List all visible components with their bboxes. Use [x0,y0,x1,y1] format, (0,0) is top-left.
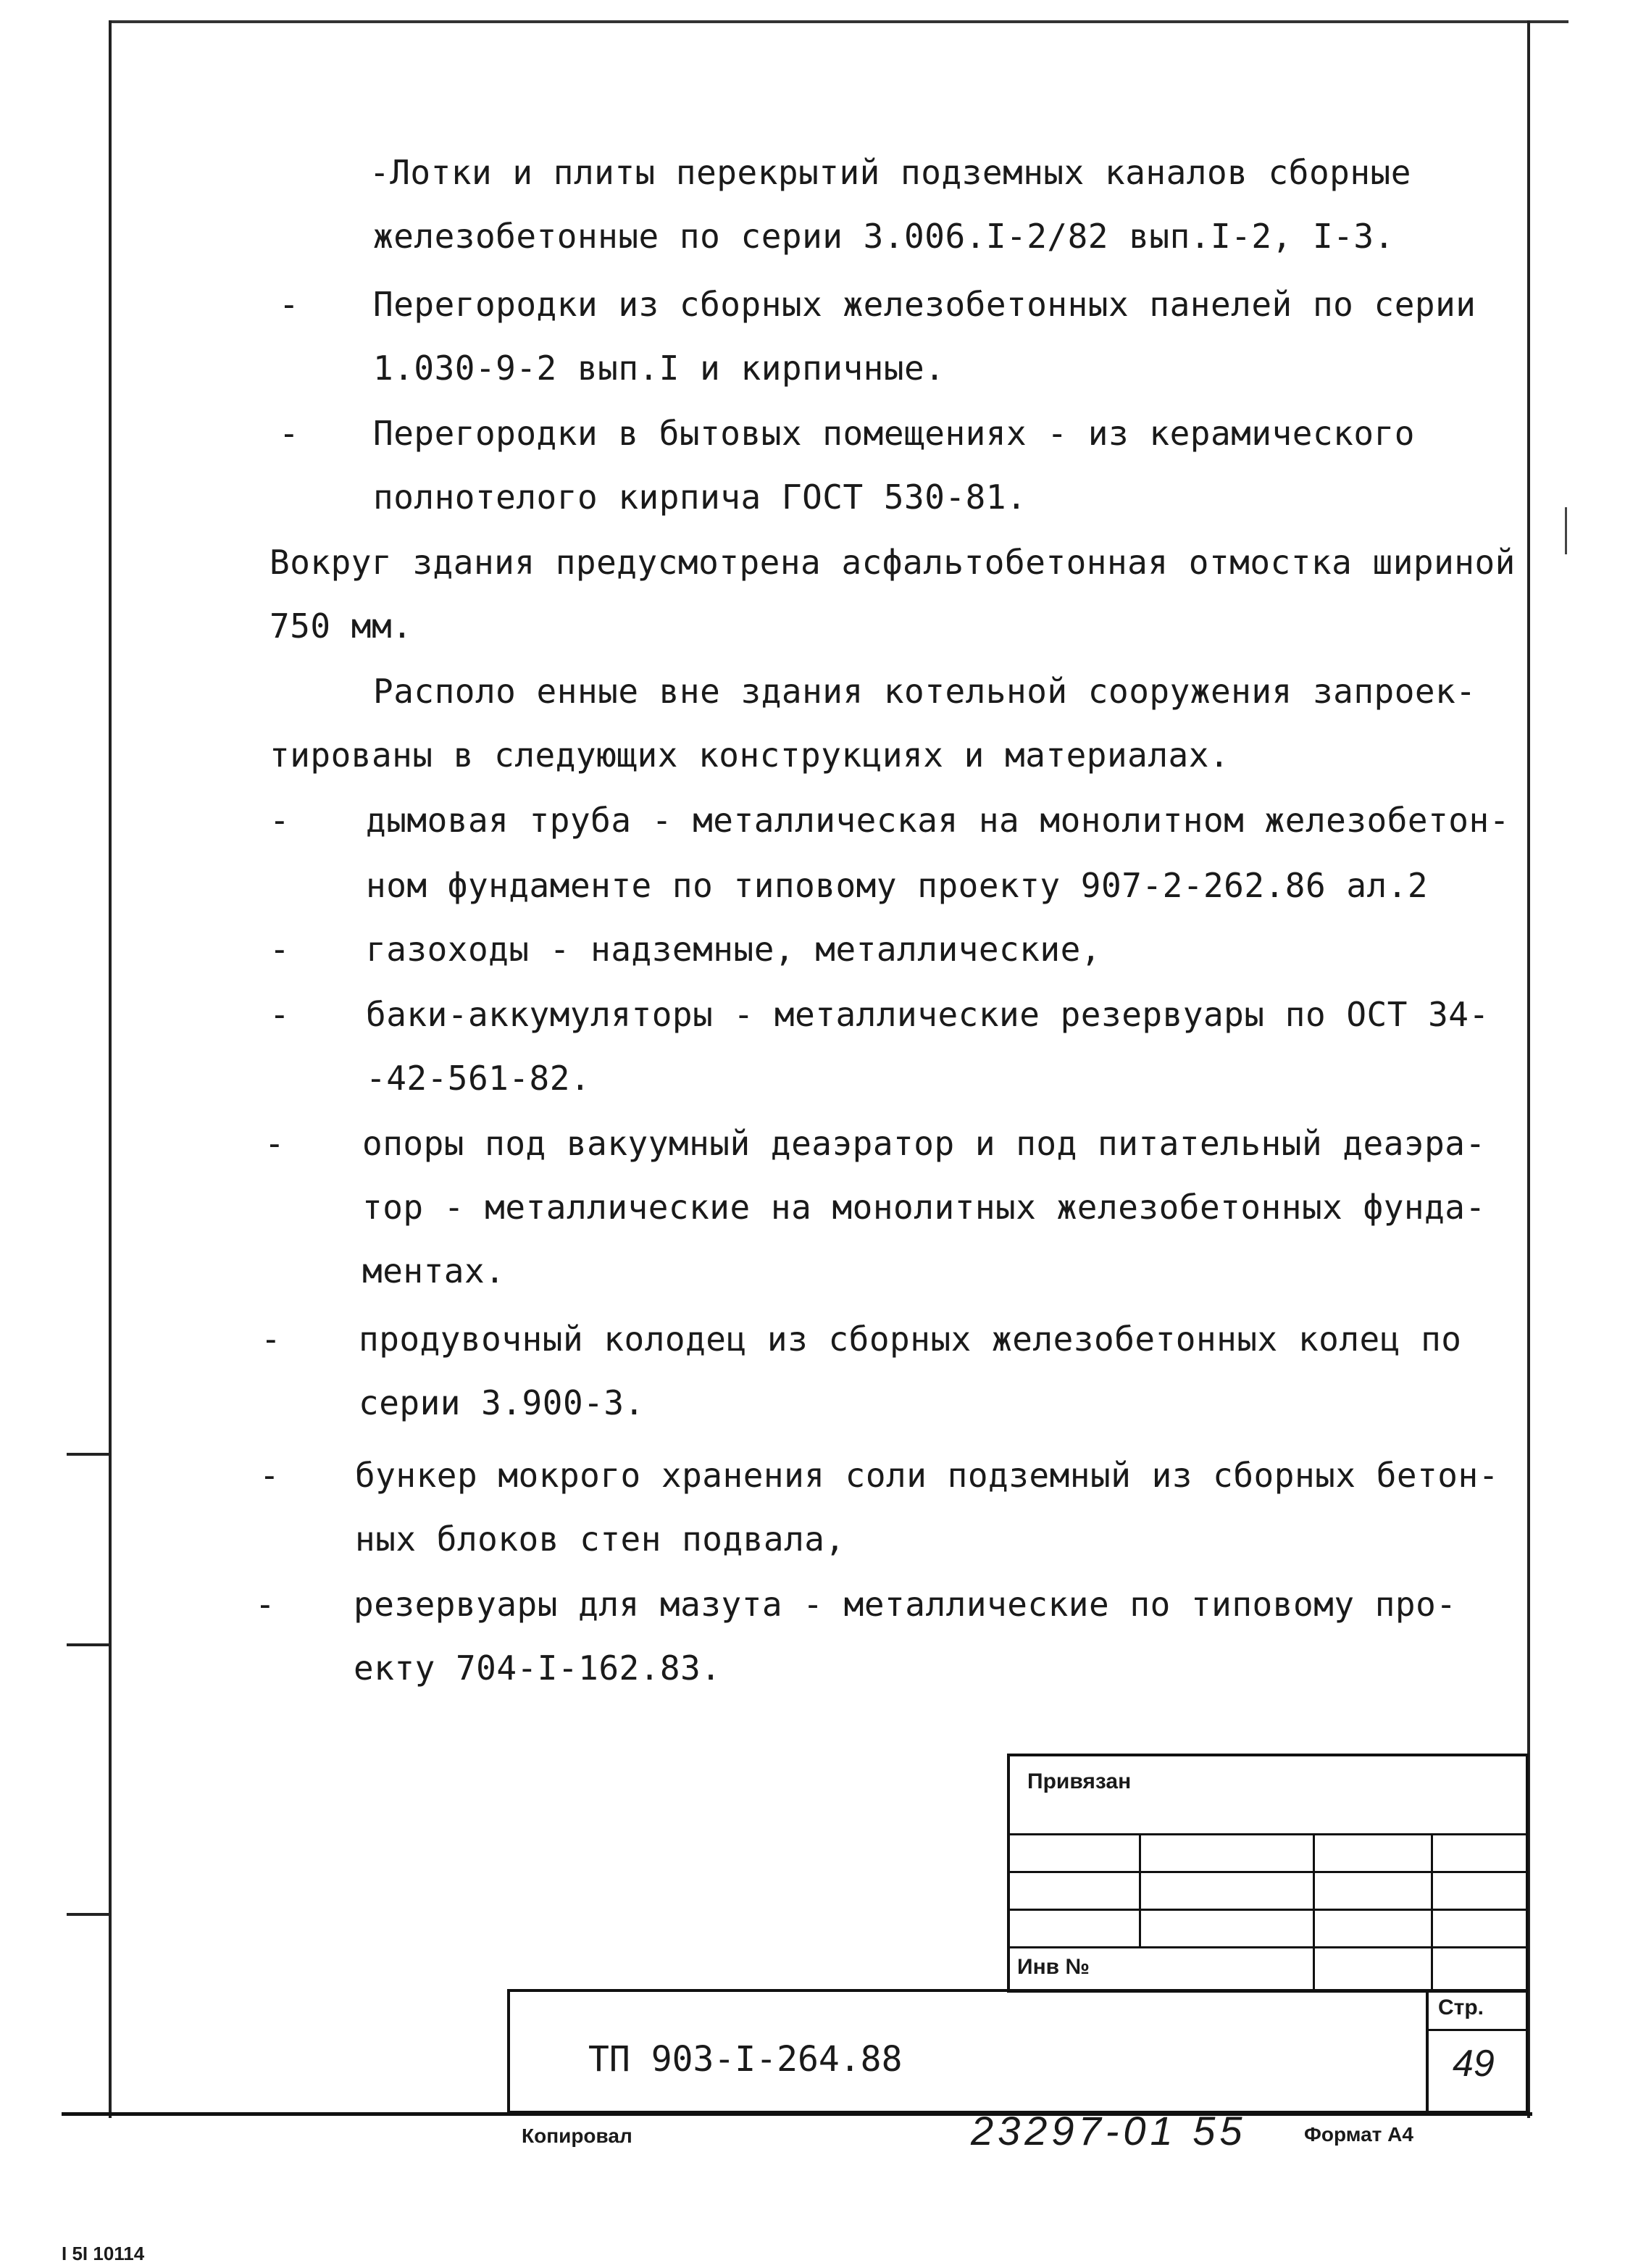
list-dash: - [279,285,299,324]
stamp-row-line [1007,1833,1529,1835]
text-line: Вокруг здания предусмотрена асфальтобетонная отмостка шириной [270,543,1516,582]
order-number: 23297-01 55 [971,2108,1247,2154]
stamp-row-line [1007,1946,1529,1948]
text-line: 1.030-9-2 вып.I и кирпичные. [373,349,945,388]
margin-tick [67,1643,110,1646]
copied-label: Копировал [522,2125,632,2147]
list-dash: - [255,1585,275,1624]
page-cell-divider [1426,2029,1529,2031]
margin-tick [67,1453,110,1456]
text-line: -Лотки и плиты перекрытий подземных каналов сборные [369,153,1411,192]
text-line: дымовая труба - металлическая на монолитном железобетон- [366,801,1510,840]
page-label: Стр. [1438,1996,1484,2019]
page-cell-divider [1426,1989,1429,2114]
text-line: ном фундаменте по типовому проекту 907-2-262.86 ал.2 [366,866,1429,905]
text-line: серии 3.900-3. [359,1383,645,1422]
text-line: тор - металлические на монолитных железобетонных фунда- [362,1188,1486,1227]
list-dash: - [264,1124,285,1163]
format-label: Формат А4 [1304,2123,1413,2146]
document-code: ТП 903-I-264.88 [588,2039,903,2080]
text-line: Перегородки из сборных железобетонных панелей по серии [373,285,1476,324]
frame-left-border [109,20,112,2118]
stamp-col-line [1139,1833,1141,1946]
page-number: 49 [1453,2043,1495,2085]
text-line: бункер мокрого хранения соли подземный из сборных бетон- [355,1456,1499,1495]
text-line: екту 704-I-162.83. [354,1648,722,1688]
text-line: баки-аккумуляторы - металлические резервуары по ОСТ 34- [366,995,1490,1034]
frame-top-border [109,20,1568,23]
text-line: ных блоков стен подвала, [355,1519,845,1559]
stamp-row-line [1007,1871,1529,1873]
text-line: -42-561-82. [366,1059,591,1098]
text-line: железобетонные по серии 3.006.I-2/82 вып.I-2, I-3. [373,217,1395,256]
margin-tick [67,1913,110,1916]
text-line: продувочный колодец из сборных железобетонных колец по [359,1319,1462,1359]
text-line: Перегородки в бытовых помещениях - из керамического [373,414,1415,453]
stamp-col-line [1313,1833,1315,1993]
text-line: полнотелого кирпича ГОСТ 530-81. [373,478,1027,517]
list-dash: - [261,1319,281,1359]
inventory-label: Инв № [1017,1955,1090,1979]
text-line: ментах. [362,1251,506,1291]
list-dash: - [270,995,290,1034]
list-dash: - [270,801,290,840]
stamp-row-line [1007,1909,1529,1911]
text-line: опоры под вакуумный деаэратор и под питательный деаэра- [362,1124,1486,1163]
serial-number: I 5I 10114 [62,2243,145,2264]
text-line: газоходы - надземные, металлические, [366,930,1101,969]
text-line: тированы в следующих конструкциях и материалах. [270,735,1230,775]
side-mark [1565,507,1567,554]
list-dash: - [270,930,290,969]
text-line: 750 мм. [270,606,413,646]
list-dash: - [259,1456,280,1495]
text-line: Располо енные вне здания котельной сооружения запроек- [373,672,1476,711]
stamp-col-line [1431,1833,1433,1993]
binding-label: Привязан [1027,1769,1132,1793]
list-dash: - [279,414,299,453]
text-line: резервуары для мазута - металлические по типовому про- [354,1585,1457,1624]
